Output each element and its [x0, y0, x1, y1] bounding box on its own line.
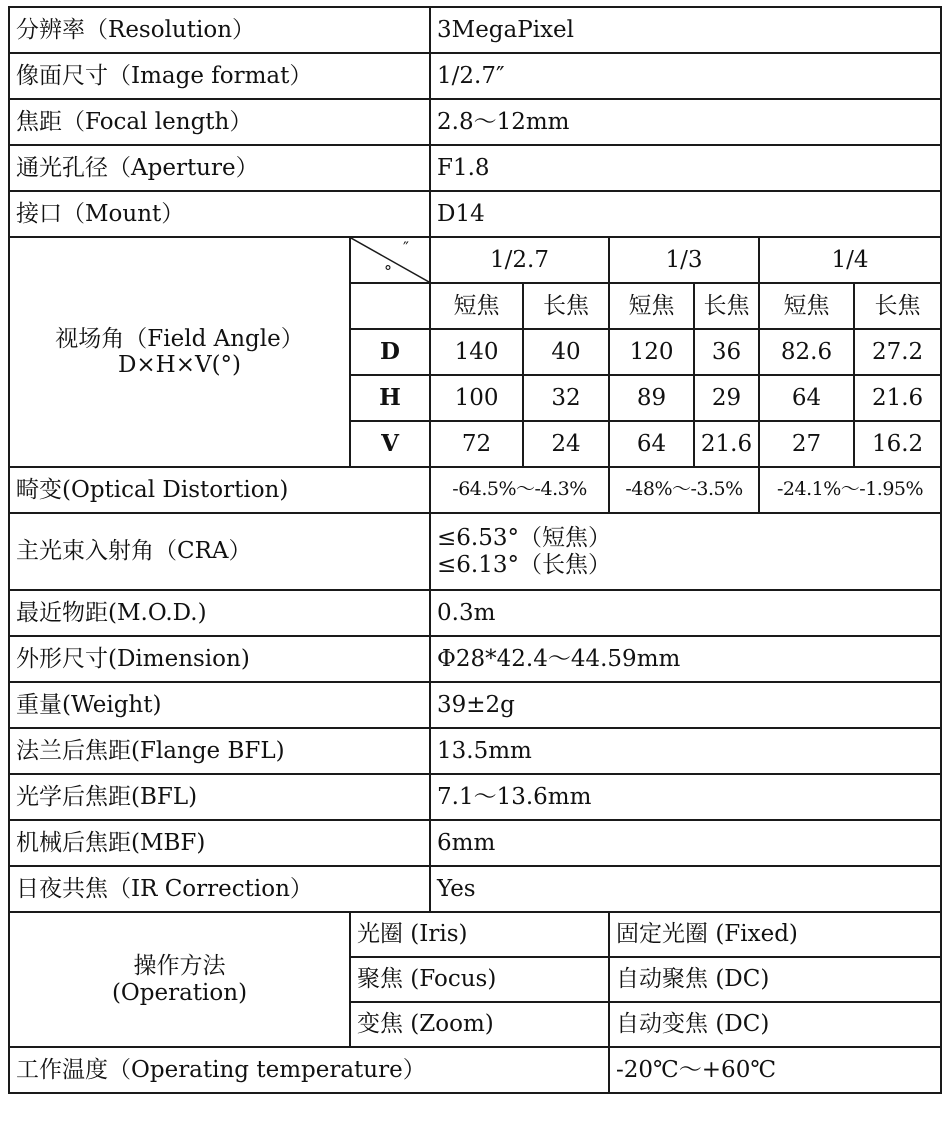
spec-value: F1.8 [430, 145, 941, 191]
angle-value: 100 [430, 375, 523, 421]
angle-value: 21.6 [694, 421, 759, 467]
angle-value: 16.2 [854, 421, 941, 467]
spec-value: 13.5mm [430, 728, 941, 774]
distortion-value: -48%～-3.5% [609, 467, 759, 513]
angle-value: 32 [523, 375, 609, 421]
spec-label: 日夜共焦（IR Correction） [9, 866, 430, 912]
spec-row-mount [9, 191, 941, 237]
operation-label-line1: 操作方法 [133, 953, 226, 980]
spec-value: 1/2.7″ [430, 53, 941, 99]
spec-row-weight [9, 682, 941, 728]
spec-row-image-format [9, 53, 941, 99]
spec-sheet [8, 6, 942, 1094]
operation-item: 聚焦 (Focus) [350, 957, 609, 1002]
sub-header: 长焦 [523, 283, 609, 329]
spec-row-distortion [9, 467, 941, 513]
distortion-value: -64.5%～-4.3% [430, 467, 609, 513]
spec-label: 机械后焦距(MBF) [9, 820, 430, 866]
angle-value: 140 [430, 329, 523, 375]
spec-table [8, 6, 942, 1094]
spec-value: 2.8～12mm [430, 99, 941, 145]
spec-label: 最近物距(M.O.D.) [9, 590, 430, 636]
spec-value: 7.1～13.6mm [430, 774, 941, 820]
spec-row-mbf [9, 820, 941, 866]
angle-value: 64 [759, 375, 854, 421]
spec-value: 0.3m [430, 590, 941, 636]
spec-value: 6mm [430, 820, 941, 866]
spec-label: 外形尺寸(Dimension) [9, 636, 430, 682]
sub-header: 长焦 [854, 283, 941, 329]
spec-label: 像面尺寸（Image format） [9, 53, 430, 99]
spec-row-dimension [9, 636, 941, 682]
spec-label: 法兰后焦距(Flange BFL) [9, 728, 430, 774]
spec-label: 通光孔径（Aperture） [9, 145, 430, 191]
spec-row-cra [9, 513, 941, 590]
sub-header: 短焦 [430, 283, 523, 329]
angle-value: 40 [523, 329, 609, 375]
angle-value: 82.6 [759, 329, 854, 375]
format-header: 1/4 [759, 237, 941, 283]
spec-label: 分辨率（Resolution） [9, 7, 430, 53]
diagonal-header-cell [350, 237, 430, 283]
sub-header: 长焦 [694, 283, 759, 329]
spec-value [430, 513, 941, 590]
angle-value: 27.2 [854, 329, 941, 375]
sub-header: 短焦 [609, 283, 694, 329]
spec-label: 重量(Weight) [9, 682, 430, 728]
spec-label: 畸变(Optical Distortion) [9, 467, 430, 513]
spec-row-focal-length [9, 99, 941, 145]
angle-value: 24 [523, 421, 609, 467]
cra-long-focus: ≤6.13°（长焦） [437, 551, 611, 578]
spec-row-bfl [9, 774, 941, 820]
operation-item: 变焦 (Zoom) [350, 1002, 609, 1047]
spec-label: 光学后焦距(BFL) [9, 774, 430, 820]
spec-row-aperture [9, 145, 941, 191]
degree-mark: ° [384, 262, 392, 281]
operation-label [9, 912, 350, 1047]
spec-value: 3MegaPixel [430, 7, 941, 53]
axis-label: D [350, 329, 430, 375]
axis-label: V [350, 421, 430, 467]
operation-label-line2: (Operation) [111, 979, 248, 1006]
angle-value: 21.6 [854, 375, 941, 421]
angle-value: 120 [609, 329, 694, 375]
operation-value: 自动变焦 (DC) [609, 1002, 941, 1047]
spec-value: Yes [430, 866, 941, 912]
format-header: 1/3 [609, 237, 759, 283]
spec-row-ir-correction [9, 866, 941, 912]
spec-value: -20℃～+60℃ [609, 1047, 941, 1093]
spec-row-flange-bfl [9, 728, 941, 774]
sub-header: 短焦 [759, 283, 854, 329]
axis-label: H [350, 375, 430, 421]
spec-label: 主光束入射角（CRA） [9, 513, 430, 590]
field-angle-label-line2: D×H×V(°) [117, 352, 242, 378]
operation-row-iris [9, 912, 941, 957]
angle-value: 64 [609, 421, 694, 467]
spec-row-temperature [9, 1047, 941, 1093]
field-angle-format-row [9, 237, 941, 283]
spec-label: 接口（Mount） [9, 191, 430, 237]
spec-value: D14 [430, 191, 941, 237]
distortion-value: -24.1%～-1.95% [759, 467, 941, 513]
spec-label: 焦距（Focal length） [9, 99, 430, 145]
angle-value: 29 [694, 375, 759, 421]
field-angle-label [9, 237, 350, 467]
inch-mark: ″ [403, 238, 410, 257]
spec-value: Φ28*42.4～44.59mm [430, 636, 941, 682]
operation-item: 光圈 (Iris) [350, 912, 609, 957]
operation-value: 自动聚焦 (DC) [609, 957, 941, 1002]
spec-value: 39±2g [430, 682, 941, 728]
angle-value: 89 [609, 375, 694, 421]
field-angle-label-line1: 视场角（Field Angle） [55, 325, 304, 352]
spec-label: 工作温度（Operating temperature） [9, 1047, 609, 1093]
cra-short-focus: ≤6.53°（短焦） [437, 525, 611, 552]
format-header: 1/2.7 [430, 237, 609, 283]
angle-value: 36 [694, 329, 759, 375]
spec-row-resolution [9, 7, 941, 53]
angle-value: 72 [430, 421, 523, 467]
spec-row-mod [9, 590, 941, 636]
empty-cell [350, 283, 430, 329]
angle-value: 27 [759, 421, 854, 467]
operation-value: 固定光圈 (Fixed) [609, 912, 941, 957]
